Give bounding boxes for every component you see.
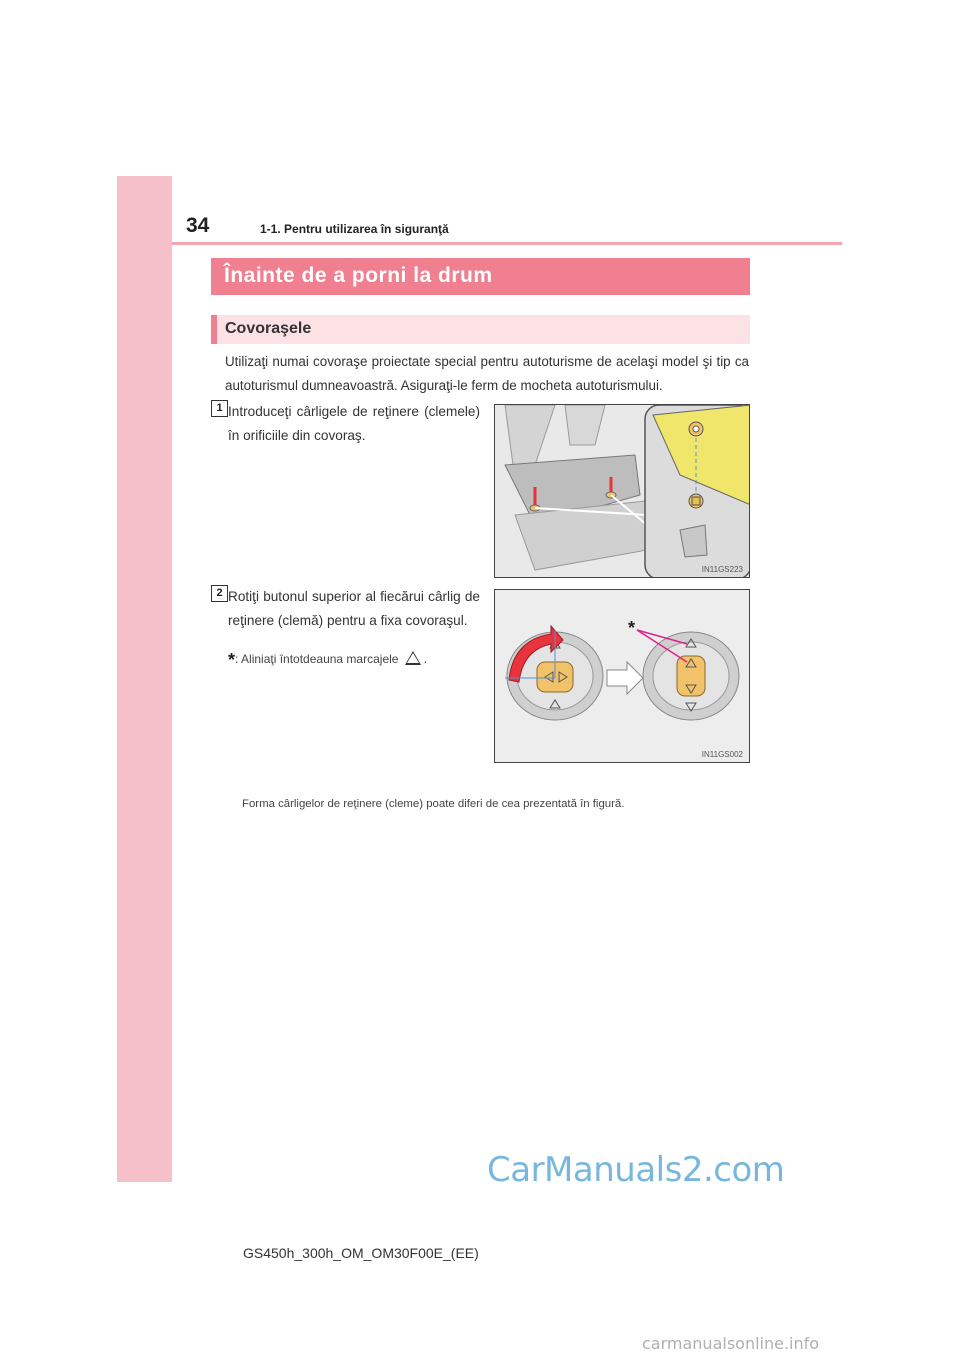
figure-2-asterisk: * bbox=[628, 618, 636, 638]
document-code: GS450h_300h_OM_OM30F00E_(EE) bbox=[243, 1245, 479, 1261]
figure-caption: Forma cârligelor de reţinere (cleme) poate diferi de cea prezentată în figură. bbox=[242, 798, 625, 810]
intro-paragraph: Utilizaţi numai covoraşe proiectate special pentru autoturisme de acelaşi model şi tip ca autoturismul dumneavoastră. Asiguraţi-le ferm de mocheta autoturismului. bbox=[225, 354, 749, 393]
step-2-number: 2 bbox=[211, 585, 228, 602]
figure-floor-mat-hooks bbox=[494, 404, 750, 578]
note-marker: * bbox=[228, 650, 236, 670]
clip-rotation-illustration bbox=[495, 590, 750, 763]
subtitle-bar bbox=[211, 315, 750, 344]
page-number: 34 bbox=[186, 214, 210, 237]
header-divider bbox=[172, 242, 842, 245]
page-title: Înainte de a porni la drum bbox=[224, 264, 493, 287]
watermark-carmanualsonline: carmanualsonline.info bbox=[642, 1334, 820, 1353]
figure-rotate-clip bbox=[494, 589, 750, 763]
section-label: 1-1. Pentru utilizarea în siguranţă bbox=[260, 222, 449, 236]
step-2-text: Rotiţi butonul superior al fiecărui cârlig de reţinere (clemă) pentru a fixa covoraşul. bbox=[228, 589, 480, 628]
side-strip bbox=[117, 176, 172, 1182]
note-suffix: . bbox=[423, 652, 428, 666]
triangle-mark-icon bbox=[405, 651, 421, 665]
note-alignment bbox=[228, 650, 427, 671]
page-title-bar bbox=[211, 258, 750, 295]
figure-1-code: IN11GS223 bbox=[701, 565, 743, 574]
figure-2-code: IN11GS002 bbox=[701, 750, 743, 759]
watermark-carmanuals2: CarManuals2.com bbox=[487, 1150, 785, 1190]
note-text: : Aliniaţi întotdeauna marcajele bbox=[235, 652, 399, 666]
step-1-text: Introduceţi cârligele de reţinere (clemele) în orificiile din covoraş. bbox=[228, 404, 480, 443]
step-1-number: 1 bbox=[211, 400, 228, 417]
floor-mat-illustration bbox=[495, 405, 750, 578]
subtitle: Covoraşele bbox=[225, 320, 312, 337]
